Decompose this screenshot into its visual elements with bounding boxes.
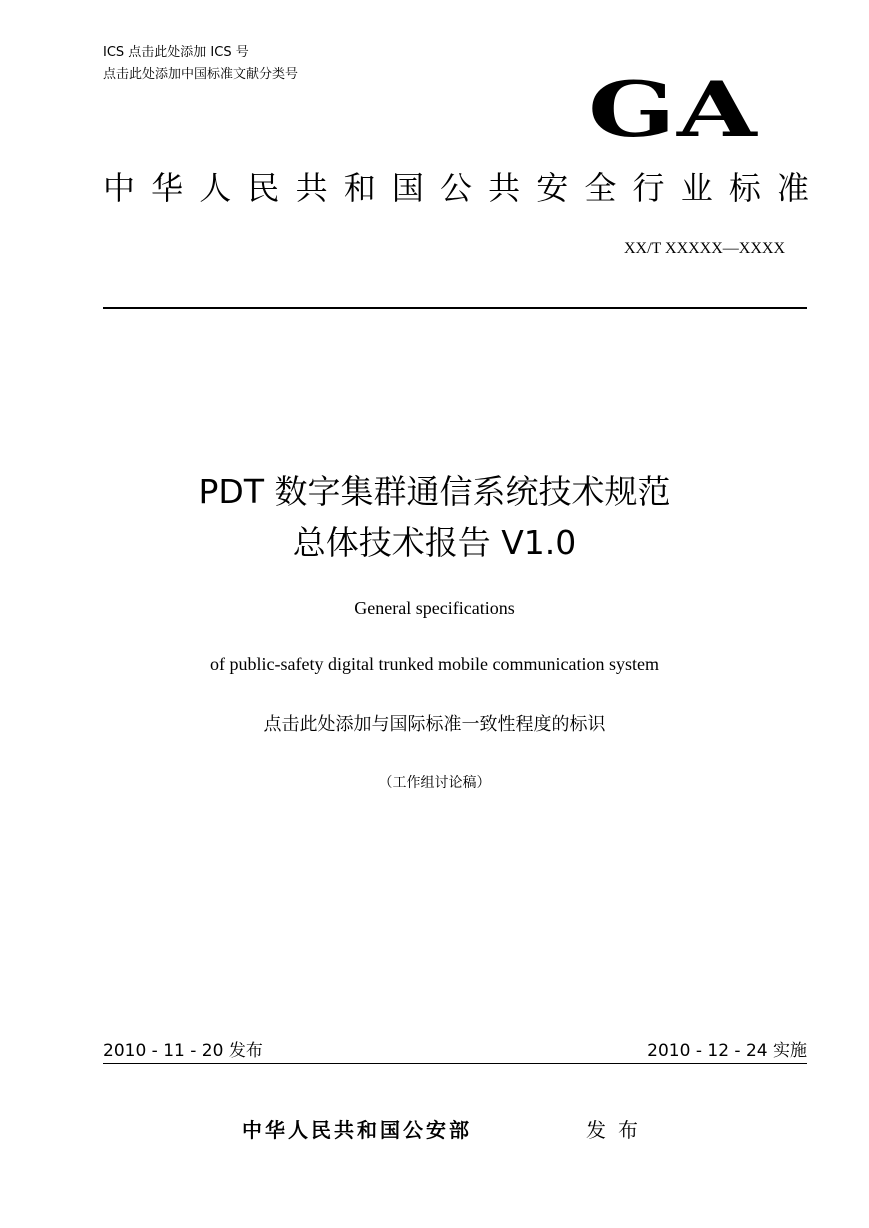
publish-label: 发布 <box>586 1118 650 1142</box>
document-title-line-2: 总体技术报告 V1.0 <box>292 523 577 562</box>
header-divider <box>103 307 807 309</box>
footer-divider <box>103 1063 807 1064</box>
english-title-line-1: General specifications <box>354 598 515 618</box>
english-title-line-2: of public-safety digital trunked mobile communication system <box>210 654 659 674</box>
standard-class-title: 中华人民共和国公共安全行业标准 <box>103 169 809 207</box>
ccs-number: 点击此处添加中国标准文献分类号 <box>103 67 299 82</box>
document-title-line-1: PDT 数字集群通信系统技术规范 <box>198 472 671 511</box>
draft-status: （工作组讨论稿） <box>378 775 491 791</box>
conformity-placeholder: 点击此处添加与国际标准一致性程度的标识 <box>263 714 606 735</box>
publisher-name: 中华人民共和国公安部 <box>242 1118 472 1142</box>
publish-date: 2010 - 11 - 20 发布 <box>103 1041 263 1061</box>
ga-logo: GA <box>588 65 758 154</box>
implement-date: 2010 - 12 - 24 实施 <box>647 1041 807 1061</box>
standard-number: XX/T XXXXX—XXXX <box>623 240 785 257</box>
ics-number: ICS 点击此处添加 ICS 号 <box>103 45 249 60</box>
